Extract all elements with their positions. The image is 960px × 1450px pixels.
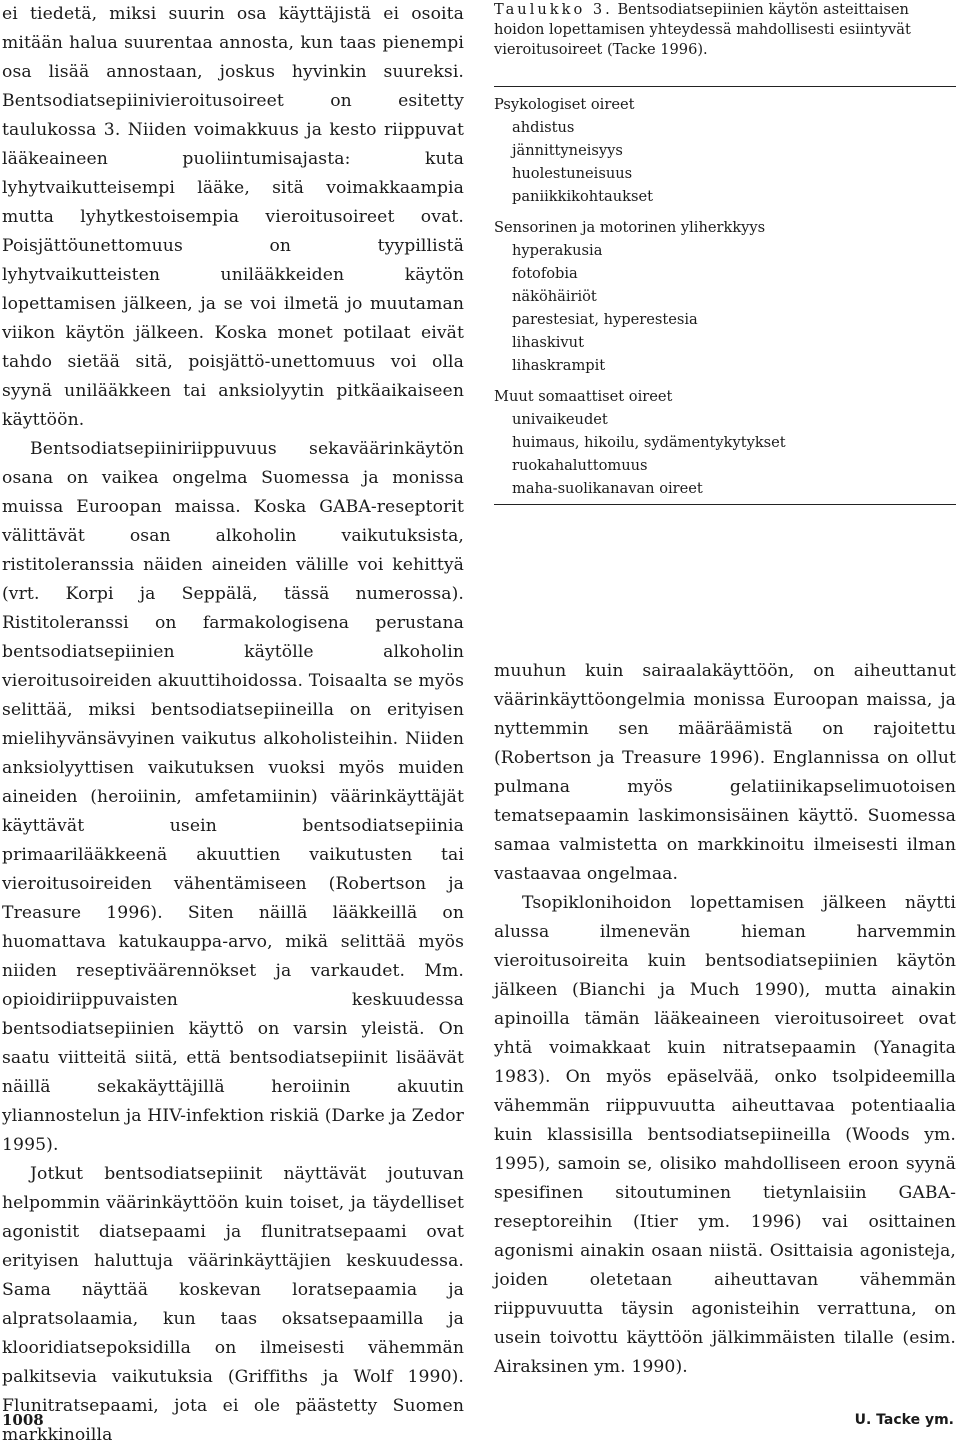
group-item: univaikeudet [512, 411, 608, 428]
group-item: ahdistus [512, 119, 575, 136]
body-paragraph: Tsopiklonihoidon lopettamisen jälkeen näytti alussa ilmenevän hieman harvemmin vieroitusoireita kuin bentsodiatsepiinien käytön jälkeen (Bianchi ja Much 1990), mutta ainakin apinoilla tämän lääkeaineen vieroitusoireet ovat yhtä voimakkaat kuin nitratsepaamin (Yanagita 1983). On myös epäselvää, onko tsolpideemilla vähemmän riippuvuutta aiheuttavaa potentiaalia kuin klassisilla bentsodiatsepiineilla (Woods ym. 1995), samoin se, olisiko mahdolliseen eroon syynä spesifinen sitoutuminen tietynlaisiin GABA-reseptoreihin (Itier ym. 1996) vai osittainen agonismi ainakin osaan niistä. Osittaisia agonisteja, joiden oletetaan aiheuttavan vähemmän riippuvuutta täysin agonisteihin verrattuna, on usein toivottu käyttöön jälkimmäisten tilalle (esim. Airaksinen ym. 1990). [494, 893, 956, 1377]
table-body [494, 93, 956, 500]
table-top-rule [494, 86, 956, 87]
group-heading: Muut somaattiset oireet [494, 388, 673, 405]
group-item: ruokahaluttomuus [512, 457, 648, 474]
right-text-column [494, 657, 956, 1382]
group-item: lihaskivut [512, 334, 584, 351]
group-item: jännittyneisyys [512, 142, 623, 159]
group-item: huimaus, hikoilu, sydämentykytykset [512, 434, 786, 451]
group-item: fotofobia [512, 265, 578, 282]
body-paragraph: ei tiedetä, miksi suurin osa käyttäjistä ei osoita mitään halua suurentaa annosta, kun taas pienempi osa lisää annostaan, joskus hyvinkin suureksi. Bentsodiatsepiinivieroitusoireet on esitetty taulukossa 3. Niiden voimakkuus ja kesto riippuvat lääkeaineen puoliintumisajasta: kuta lyhytvaikutteisempi lääke, sitä voimakkaampia mutta lyhytkestoisempia vieroitusoireet ovat. Poisjättöunettomuus on tyypillistä lyhytvaikutteisten unilääkkeiden käytön lopettamisen jälkeen, ja se voi ilmetä jo muutaman viikon käytön jälkeen. Koska monet potilaat eivät tahdo sietää sitä, poisjättö-unettomuus voi olla syynä unilääkkeen tai anksiolyytin pitkäaikaiseen käyttöön. [2, 4, 464, 430]
left-text-column [2, 0, 464, 1450]
body-paragraph: Jotkut bentsodiatsepiinit näyttävät joutuvan helpommin väärinkäyttöön kuin toiset, ja täydelliset agonistit diatsepaami ja flunitratsepaami ovat erityisen haluttuja väärinkäyttäjien keskuudessa. Sama näyttää koskevan loratsepaamia ja alpratsolaamia, kun taas oksatsepaamilla ja klooridiatsepoksidilla on ilmeisesti vähemmän palkitsevia vaikutuksia (Griffiths ja Wolf 1990). Flunitratsepaami, jota ei ole päästetty Suomen markkinoilla [2, 1164, 464, 1445]
group-heading: Sensorinen ja motorinen yliherkkyys [494, 219, 766, 236]
body-paragraph: muuhun kuin sairaalakäyttöön, on aiheuttanut väärinkäyttöongelmia monissa Euroopan maissa, ja nyttemmin sen määräämistä on rajoitettu (Robertson ja Treasure 1996). Englannissa on ollut pulmana myös gelatiinikapselimuotoisen tematsepaamin laskimonsisäinen käyttö. Suomessa samaa valmistetta on markkinoitu ilmeisesti ilman vastaavaa ongelmaa. [494, 661, 956, 884]
table-label: Taulukko 3. [494, 1, 613, 18]
group-item: huolestuneisuus [512, 165, 633, 182]
table-group [494, 385, 956, 500]
group-item: maha-suolikanavan oireet [512, 480, 703, 497]
table-bottom-rule [494, 504, 956, 505]
table-caption [494, 0, 956, 60]
group-item: paniikkikohtaukset [512, 188, 653, 205]
table-group [494, 93, 956, 208]
group-item: lihaskrampit [512, 357, 606, 374]
table-3 [494, 0, 956, 505]
table-caption-text: Bentsodiatsepiinien käytön asteittaisen hoidon lopettamisen yhteydessä mahdollisesti esiintyvät vieroitusoireet (Tacke 1996). [494, 1, 911, 58]
running-author: U. Tacke ym. [854, 1412, 954, 1428]
body-paragraph: Bentsodiatsepiiniriippuvuus sekaväärinkäytön osana on vaikea ongelma Suomessa ja monissa muissa Euroopan maissa. Koska GABA-reseptorit välittävät osan alkoholin vaikutuksista, ristitoleranssia näiden aineiden välille voi kehittyä (vrt. Korpi ja Seppälä, tässä numerossa). Ristitoleranssi on farmakologisena perustana bentsodiatsepiinien käytölle alkoholin vieroitusoireiden akuuttihoidossa. Toisaalta se myös selittää, miksi bentsodiatsepiineilla on erityisen mielihyvänsävyinen vaikutus alkoholisteihin. Niiden anksiolyyttisen vaikutuksen vuoksi myös muiden aineiden (heroiinin, amfetamiinin) väärinkäyttäjät käyttävät usein bentsodiatsepiinia primaarilääkkeenä akuuttien vaikutusten tai vieroitusoireiden vähentämiseen (Robertson ja Treasure 1996). Siten näillä lääkkeillä on huomattava katukauppa-arvo, mikä selittää myös niiden reseptiväärennökset ja varkaudet. Mm. opioidiriippuvaisten keskuudessa bentsodiatsepiinien käyttö on varsin yleistä. On saatu viitteitä siitä, että bentsodiatsepiinit lisäävät näillä sekakäyttäjillä heroiinin akuutin yliannostelun ja HIV-infektion riskiä (Darke ja Zedor 1995). [2, 439, 464, 1155]
group-item: parestesiat, hyperestesia [512, 311, 698, 328]
table-group [494, 216, 956, 377]
group-item: näköhäiriöt [512, 288, 597, 305]
page-number: 1008 [2, 1411, 44, 1429]
group-item: hyperakusia [512, 242, 603, 259]
group-heading: Psykologiset oireet [494, 96, 635, 113]
